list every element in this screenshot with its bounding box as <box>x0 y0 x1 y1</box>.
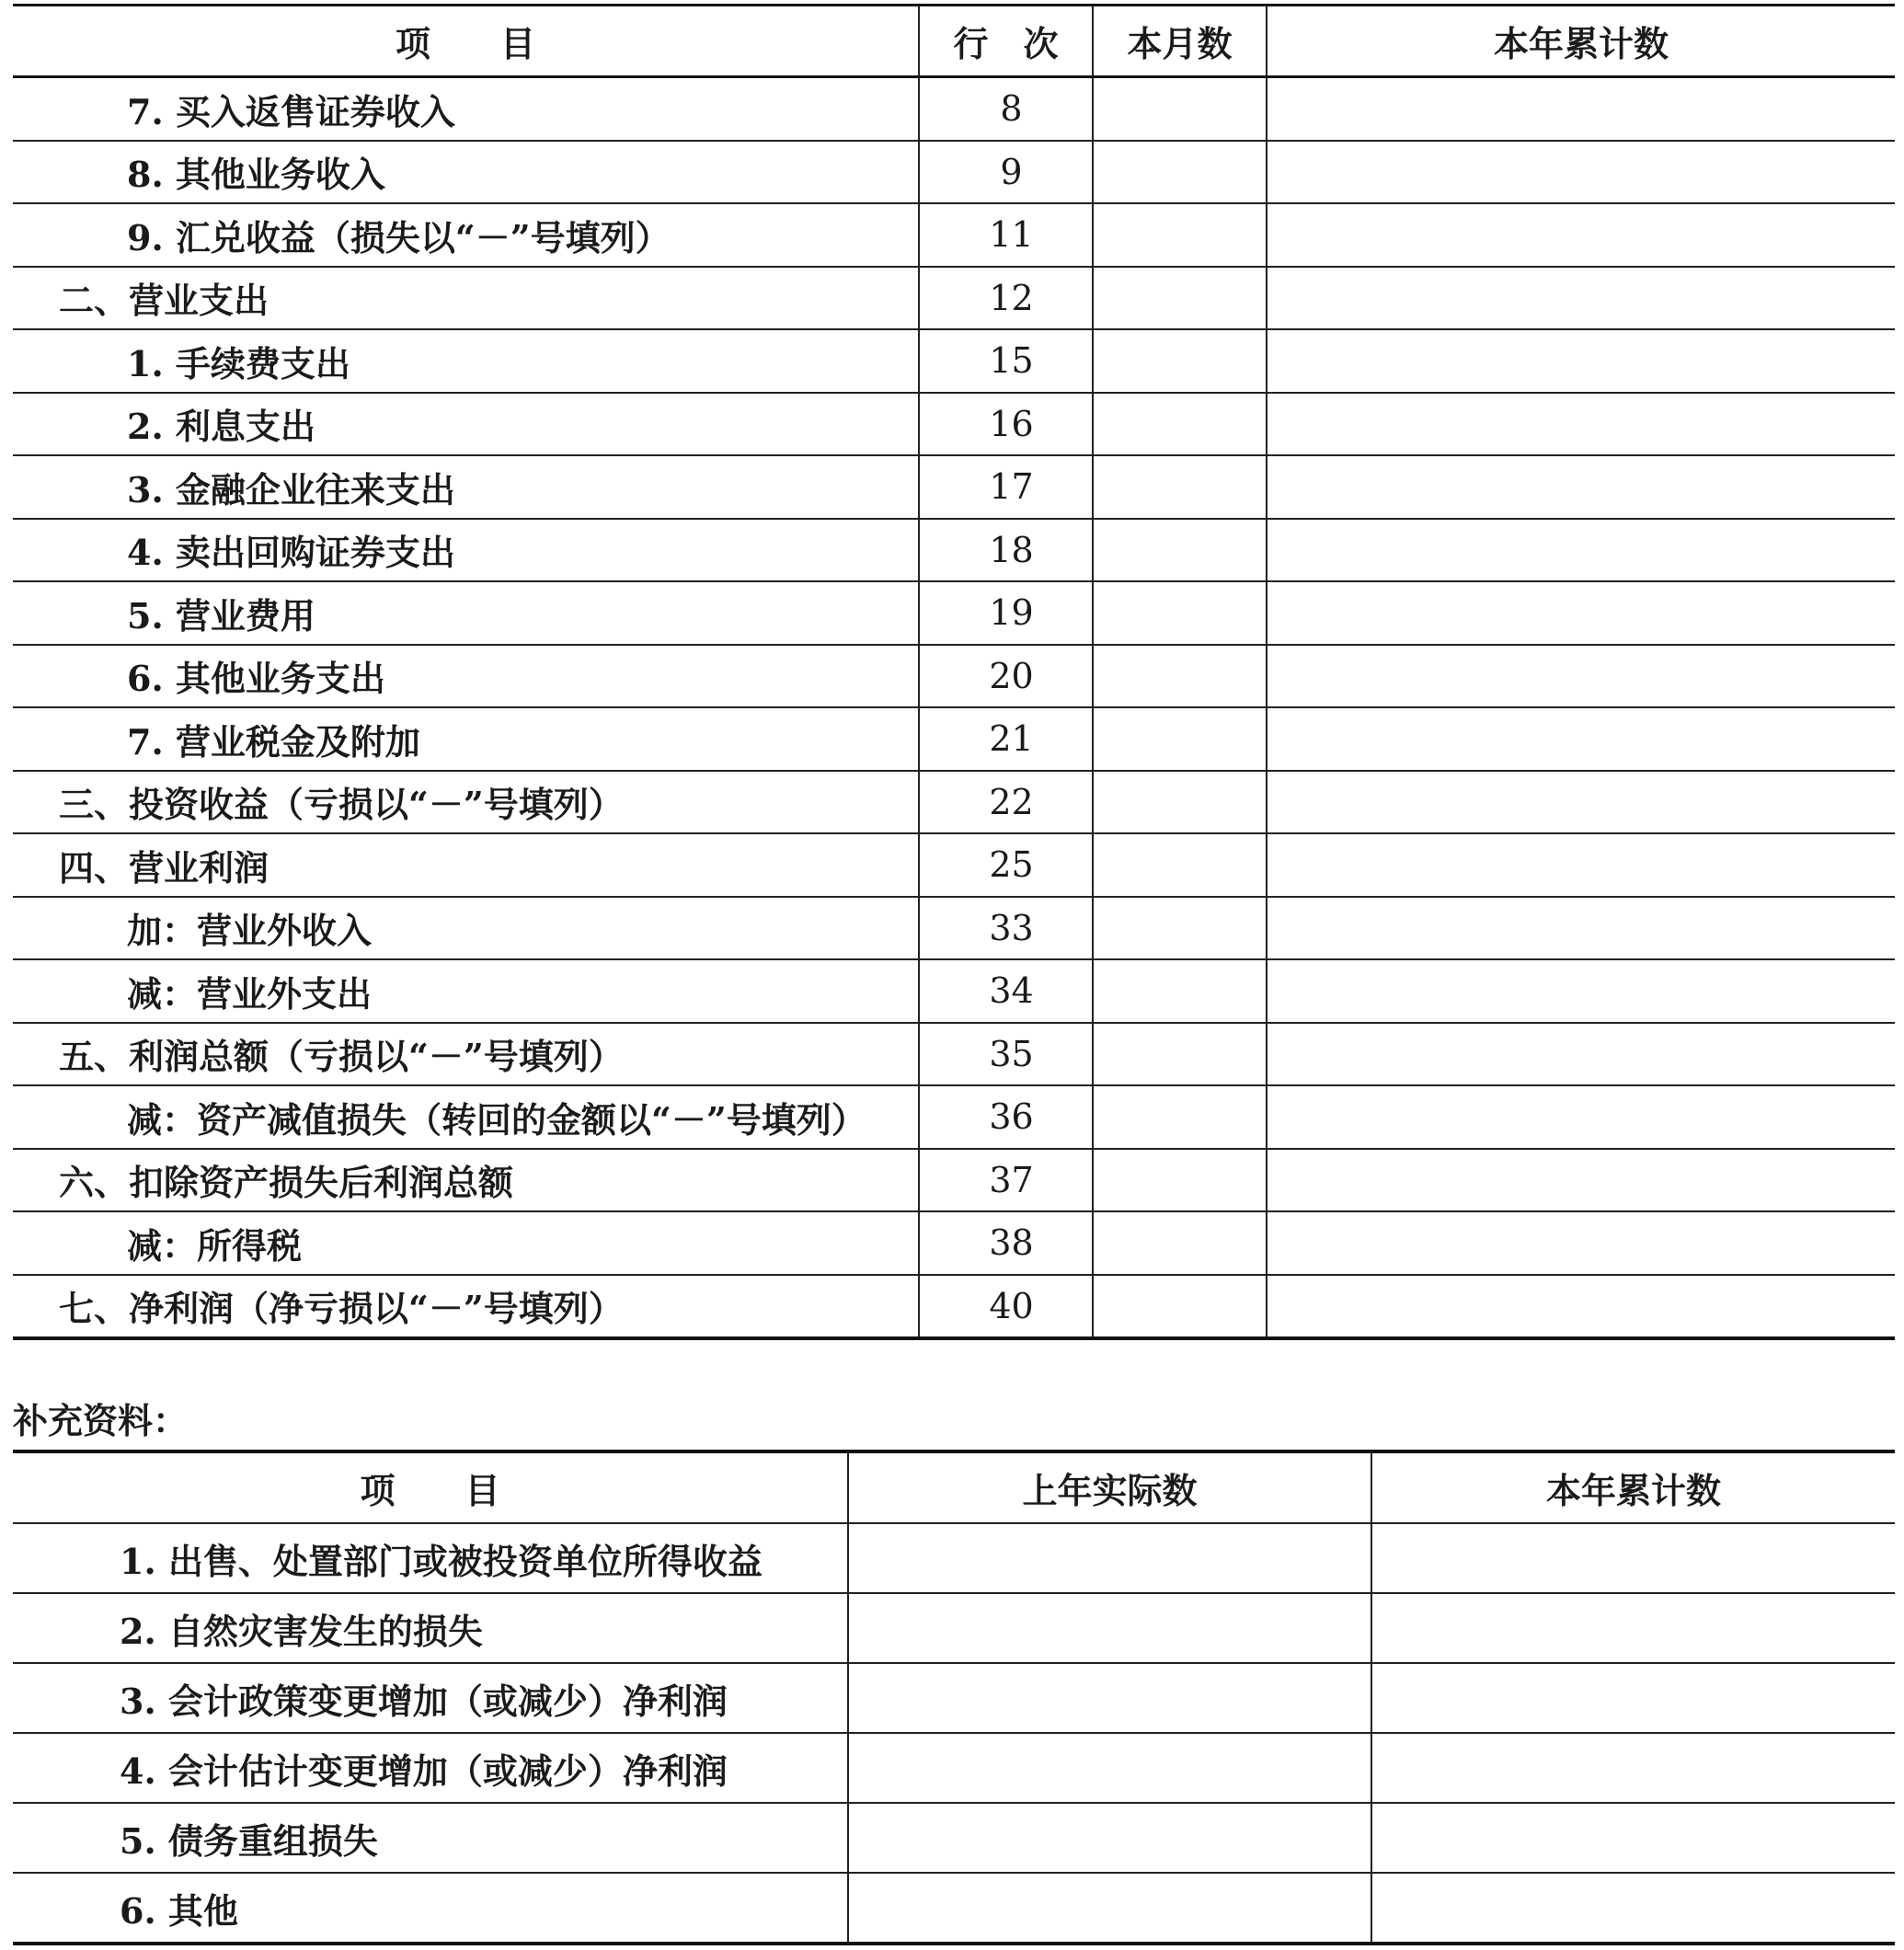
row-current-month-cell <box>1093 581 1267 645</box>
header-line-number: 行 次 <box>919 6 1093 77</box>
row-label: 五、利润总额（亏损以“－”号填列） <box>13 1023 919 1086</box>
row-year-to-date-cell <box>1267 1275 1895 1339</box>
header-current-month: 本月数 <box>1093 6 1267 77</box>
supplement-row-label: 5. 债务重组损失 <box>13 1803 848 1873</box>
table-row <box>13 897 1895 960</box>
row-label: 三、投资收益（亏损以“－”号填列） <box>13 771 919 834</box>
row-year-to-date-cell <box>1267 581 1895 645</box>
supplement-title: 补充资料： <box>13 1400 189 1441</box>
table-row <box>13 833 1895 897</box>
row-line-number: 21 <box>919 707 1093 771</box>
table-row <box>13 1149 1895 1212</box>
row-line-number: 20 <box>919 645 1093 708</box>
header-year-to-date: 本年累计数 <box>1267 6 1895 77</box>
row-line-number: 16 <box>919 393 1093 456</box>
row-year-to-date-cell <box>1267 1023 1895 1086</box>
table-row <box>13 771 1895 834</box>
supplement-last-year-cell <box>848 1803 1371 1873</box>
row-label: 六、扣除资产损失后利润总额 <box>13 1149 919 1212</box>
table-row <box>13 1275 1895 1339</box>
row-current-month-cell <box>1093 203 1267 267</box>
row-line-number: 8 <box>919 77 1093 141</box>
supplement-row-label: 1. 出售、处置部门或被投资单位所得收益 <box>120 1540 763 1582</box>
supplement-header-row <box>13 1451 1895 1523</box>
table-row <box>13 141 1895 204</box>
row-label: 减：资产减值损失（转回的金额以“－”号填列） <box>13 1085 919 1149</box>
row-year-to-date-cell <box>1267 267 1895 330</box>
row-year-to-date-cell <box>1267 203 1895 267</box>
table-row <box>13 959 1895 1023</box>
table-row <box>13 581 1895 645</box>
supplement-row-label: 4. 会计估计变更增加（或减少）净利润 <box>13 1733 848 1803</box>
row-year-to-date-cell <box>1267 707 1895 771</box>
row-label: 3. 金融企业往来支出 <box>13 455 919 519</box>
supplement-year-to-date-cell <box>1371 1803 1895 1873</box>
supplement-last-year-cell <box>848 1593 1371 1663</box>
supplement-year-to-date-cell <box>1371 1663 1895 1733</box>
row-current-month-cell <box>1093 897 1267 960</box>
row-current-month-cell <box>1093 707 1267 771</box>
row-line-number: 35 <box>919 1023 1093 1086</box>
row-year-to-date-cell <box>1267 1211 1895 1275</box>
row-current-month-cell <box>1093 959 1267 1023</box>
supplement-year-to-date-cell <box>1371 1733 1895 1803</box>
row-line-number: 15 <box>919 329 1093 393</box>
table-row <box>13 1733 1895 1803</box>
row-label: 四、营业利润 <box>13 833 919 897</box>
row-label: 七、净利润（净亏损以“－”号填列） <box>13 1275 919 1339</box>
row-current-month-cell <box>1093 833 1267 897</box>
row-label: 4. 卖出回购证券支出 <box>13 519 919 582</box>
table-row <box>13 1803 1895 1873</box>
row-line-number: 38 <box>919 1211 1093 1275</box>
row-year-to-date-cell <box>1267 393 1895 456</box>
row-label: 2. 利息支出 <box>13 393 919 456</box>
row-line-number: 12 <box>919 267 1093 330</box>
row-current-month-cell <box>1093 1211 1267 1275</box>
table-row <box>13 645 1895 708</box>
row-current-month-cell <box>1093 393 1267 456</box>
table-row <box>13 1211 1895 1275</box>
row-label: 7. 买入返售证券收入 <box>127 90 455 132</box>
row-line-number: 19 <box>919 581 1093 645</box>
supplement-header-year-to-date: 本年累计数 <box>1371 1451 1895 1523</box>
row-label: 5. 营业费用 <box>13 581 919 645</box>
row-year-to-date-cell <box>1267 141 1895 204</box>
table-row <box>13 77 1895 141</box>
header-row <box>13 6 1895 77</box>
row-current-month-cell <box>1093 141 1267 204</box>
row-current-month-cell <box>1093 771 1267 834</box>
row-year-to-date-cell <box>1267 959 1895 1023</box>
table-row <box>13 1593 1895 1663</box>
row-current-month-cell <box>1093 1085 1267 1149</box>
row-year-to-date-cell <box>1267 645 1895 708</box>
table-row <box>13 455 1895 519</box>
supplement-last-year-cell <box>848 1523 1371 1593</box>
table-row <box>13 1023 1895 1086</box>
row-line-number: 18 <box>919 519 1093 582</box>
table-row <box>13 519 1895 582</box>
row-line-number: 9 <box>919 141 1093 204</box>
table-row <box>13 1523 1895 1593</box>
table-row <box>13 1663 1895 1733</box>
row-line-number: 36 <box>919 1085 1093 1149</box>
table-row <box>13 707 1895 771</box>
row-label: 7. 营业税金及附加 <box>13 707 919 771</box>
row-label: 6. 其他业务支出 <box>13 645 919 708</box>
supplement-year-to-date-cell <box>1371 1593 1895 1663</box>
row-line-number: 17 <box>919 455 1093 519</box>
row-year-to-date-cell <box>1267 1085 1895 1149</box>
row-year-to-date-cell <box>1267 519 1895 582</box>
table-row <box>13 1873 1895 1944</box>
row-current-month-cell <box>1093 77 1267 141</box>
table-row <box>13 203 1895 267</box>
supplement-header-last-year: 上年实际数 <box>848 1451 1371 1523</box>
row-current-month-cell <box>1093 1275 1267 1339</box>
row-line-number: 40 <box>919 1275 1093 1339</box>
row-year-to-date-cell <box>1267 897 1895 960</box>
supplement-year-to-date-cell <box>1371 1873 1895 1944</box>
row-label: 减：所得税 <box>13 1211 919 1275</box>
supplement-year-to-date-cell <box>1371 1523 1895 1593</box>
row-year-to-date-cell <box>1267 833 1895 897</box>
row-label: 1. 手续费支出 <box>13 329 919 393</box>
income-statement-table <box>13 4 1895 1340</box>
table-row <box>13 329 1895 393</box>
table-row <box>13 267 1895 330</box>
row-current-month-cell <box>1093 455 1267 519</box>
table-row <box>13 393 1895 456</box>
row-current-month-cell <box>1093 645 1267 708</box>
supplement-last-year-cell <box>848 1663 1371 1733</box>
supplement-table <box>13 1450 1895 1945</box>
row-current-month-cell <box>1093 267 1267 330</box>
header-item: 项 目 <box>13 6 919 77</box>
supplement-row-label: 6. 其他 <box>13 1873 848 1944</box>
row-line-number: 11 <box>919 203 1093 267</box>
row-current-month-cell <box>1093 1023 1267 1086</box>
table-row <box>13 1085 1895 1149</box>
row-line-number: 34 <box>919 959 1093 1023</box>
row-label: 二、营业支出 <box>13 267 919 330</box>
row-year-to-date-cell <box>1267 329 1895 393</box>
row-current-month-cell <box>1093 519 1267 582</box>
row-label: 9. 汇兑收益（损失以“－”号填列） <box>13 203 919 267</box>
supplement-row-label: 3. 会计政策变更增加（或减少）净利润 <box>13 1663 848 1733</box>
row-current-month-cell <box>1093 329 1267 393</box>
supplement-header-item: 项 目 <box>13 1451 848 1523</box>
supplement-last-year-cell <box>848 1733 1371 1803</box>
supplement-last-year-cell <box>848 1873 1371 1944</box>
row-year-to-date-cell <box>1267 1149 1895 1212</box>
row-label: 加：营业外收入 <box>13 897 919 960</box>
row-year-to-date-cell <box>1267 771 1895 834</box>
row-year-to-date-cell <box>1267 455 1895 519</box>
row-line-number: 33 <box>919 897 1093 960</box>
row-current-month-cell <box>1093 1149 1267 1212</box>
row-line-number: 22 <box>919 771 1093 834</box>
row-label: 8. 其他业务收入 <box>13 141 919 204</box>
row-line-number: 25 <box>919 833 1093 897</box>
row-year-to-date-cell <box>1267 77 1895 141</box>
row-line-number: 37 <box>919 1149 1093 1212</box>
supplement-row-label: 2. 自然灾害发生的损失 <box>13 1593 848 1663</box>
row-label: 减：营业外支出 <box>13 959 919 1023</box>
